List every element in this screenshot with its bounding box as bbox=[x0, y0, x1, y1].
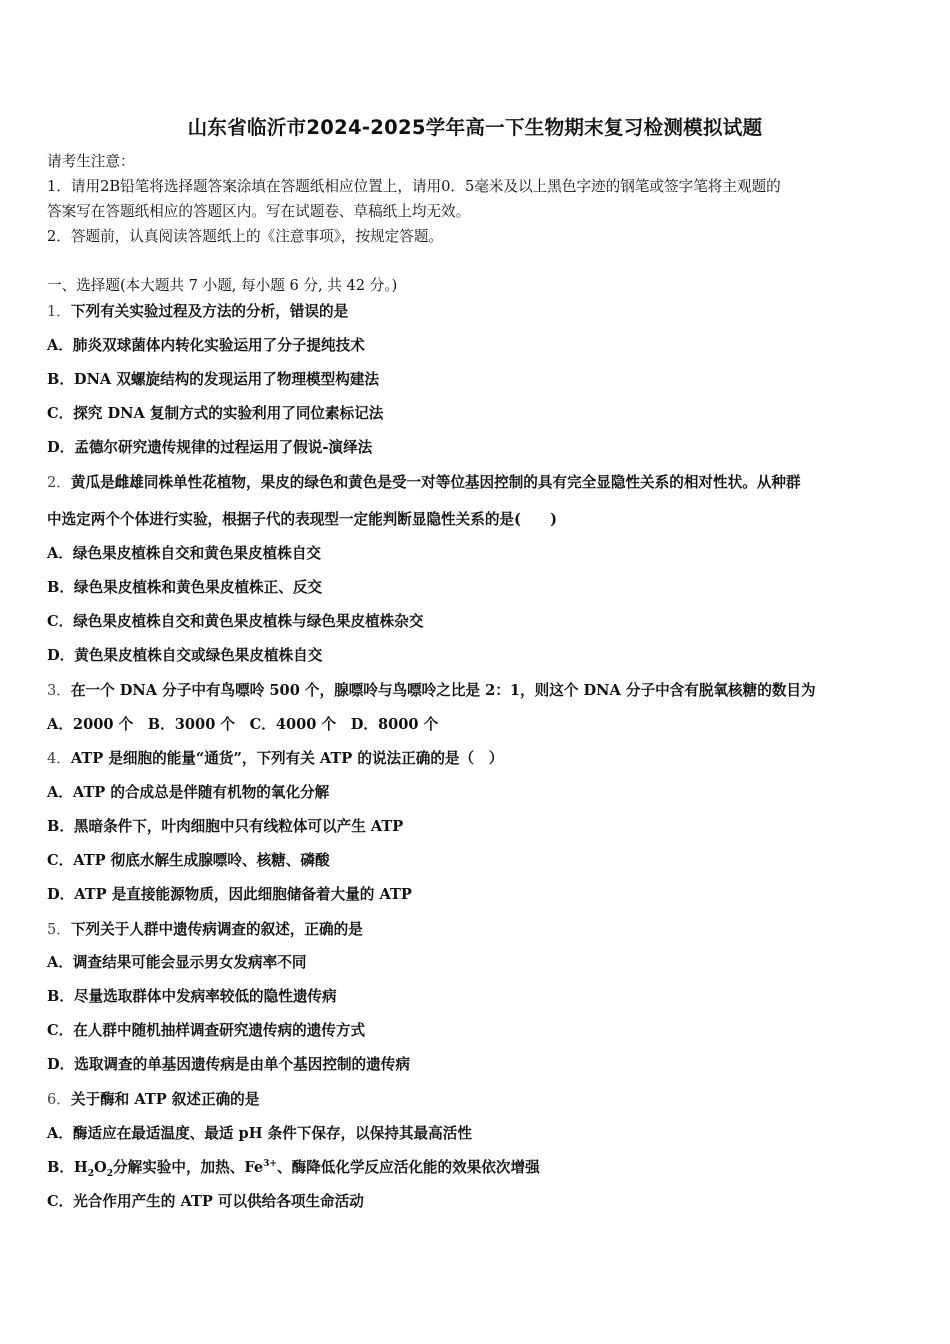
question-6-option-b-suffix: 、酶降低化学反应活化能的效果依次增强 bbox=[276, 1159, 540, 1176]
question-3-stem bbox=[47, 681, 816, 701]
question-4-option-a: A．ATP 的合成总是伴随有机物的氧化分解 bbox=[47, 784, 330, 801]
question-6-option-b-prefix: B．H bbox=[47, 1159, 88, 1176]
question-2-option-b: B．绿色果皮植株和黄色果皮植株正、反交 bbox=[47, 579, 323, 596]
question-4-number: 4． bbox=[47, 750, 71, 767]
question-6-option-b-superscript: 3+ bbox=[263, 1159, 277, 1170]
question-3-number: 3． bbox=[47, 682, 71, 699]
question-5-option-b: B．尽量选取群体中发病率较低的隐性遗传病 bbox=[47, 988, 337, 1005]
question-1-option-d: D．孟德尔研究遗传规律的过程运用了假说-演绎法 bbox=[47, 439, 373, 456]
question-5-stem bbox=[47, 920, 363, 940]
notice-item-1-line-2: 答案写在答题纸相应的答题区内。写在试题卷、草稿纸上均无效。 bbox=[47, 203, 471, 220]
question-1-option-c: C．探究 DNA 复制方式的实验利用了同位素标记法 bbox=[47, 405, 384, 422]
exam-title: 山东省临沂市2024-2025学年高一下生物期末复习检测模拟试题 bbox=[187, 116, 763, 139]
notice-item-2: 2．答题前，认真阅读答题纸上的《注意事项》，按规定答题。 bbox=[47, 228, 444, 245]
question-4-option-d: D．ATP 是直接能源物质，因此细胞储备着大量的 ATP bbox=[47, 886, 412, 903]
question-5-number: 5． bbox=[47, 921, 71, 938]
question-6-option-b-subscript-1: 2 bbox=[87, 1168, 94, 1179]
question-5-text: 下列关于人群中遗传病调查的叙述，正确的是 bbox=[70, 921, 363, 938]
question-6-number: 6． bbox=[47, 1091, 71, 1108]
question-6-option-a: A．酶适应在最适温度、最适 pH 条件下保存，以保持其最高活性 bbox=[47, 1125, 472, 1142]
question-2-option-c: C．绿色果皮植株自交和黄色果皮植株与绿色果皮植株杂交 bbox=[47, 613, 424, 630]
question-2-option-d: D．黄色果皮植株自交或绿色果皮植株自交 bbox=[47, 647, 323, 664]
question-6-text: 关于酶和 ATP 叙述正确的是 bbox=[70, 1091, 260, 1108]
question-5-option-a: A．调查结果可能会显示男女发病率不同 bbox=[47, 954, 307, 971]
question-3-options: A．2000 个 B．3000 个 C．4000 个 D．8000 个 bbox=[47, 716, 439, 733]
question-6-option-b-mid-2: 分解实验中，加热、Fe bbox=[112, 1159, 264, 1176]
question-4-stem bbox=[47, 749, 503, 769]
question-5-option-c: C．在人群中随机抽样调查研究遗传病的遗传方式 bbox=[47, 1022, 366, 1039]
section-heading: 一、选择题(本大题共 7 小题, 每小题 6 分, 共 42 分。) bbox=[47, 277, 398, 294]
question-6-option-b-mid-1: O bbox=[93, 1159, 107, 1176]
question-4-text: ATP 是细胞的能量“通货”，下列有关 ATP 的说法正确的是（ ） bbox=[70, 750, 504, 767]
question-1-option-a: A．肺炎双球菌体内转化实验运用了分子提纯技术 bbox=[47, 337, 365, 354]
question-2-stem bbox=[47, 473, 801, 493]
question-4-option-b: B．黑暗条件下，叶肉细胞中只有线粒体可以产生 ATP bbox=[47, 818, 404, 835]
question-2-option-a: A．绿色果皮植株自交和黄色果皮植株自交 bbox=[47, 545, 322, 562]
notice-heading: 请考生注意： bbox=[47, 153, 135, 170]
question-1-text: 下列有关实验过程及方法的分析，错误的是 bbox=[70, 303, 349, 320]
question-6-option-b bbox=[47, 1158, 540, 1178]
question-1-number: 1． bbox=[47, 303, 71, 320]
question-6-option-b-subscript-2: 2 bbox=[106, 1168, 113, 1179]
question-2-text-line-2: 中选定两个个体进行实验，根据子代的表现型一定能判断显隐性关系的是( ) bbox=[47, 511, 558, 528]
question-5-option-d: D．选取调查的单基因遗传病是由单个基因控制的遗传病 bbox=[47, 1056, 410, 1073]
question-2-number: 2． bbox=[47, 474, 71, 491]
question-4-option-c: C．ATP 彻底水解生成腺嘌呤、核糖、磷酸 bbox=[47, 852, 330, 869]
question-2-text-line-1: 黄瓜是雌雄同株单性花植物，果皮的绿色和黄色是受一对等位基因控制的具有完全显隐性关系的相对性状。从种群 bbox=[70, 474, 801, 491]
question-3-text: 在一个 DNA 分子中有鸟嘌呤 500 个，腺嘌呤与鸟嘌呤之比是 2：1，则这个 DNA 分子中含有脱氧核糖的数目为 bbox=[70, 682, 816, 699]
question-1-stem bbox=[47, 302, 348, 322]
question-6-stem bbox=[47, 1090, 259, 1110]
notice-item-1-line-1: 1．请用2B铅笔将选择题答案涂填在答题纸相应位置上，请用0．5毫米及以上黑色字迹的钢笔或签字笔将主观题的 bbox=[47, 178, 781, 195]
question-6-option-c: C．光合作用产生的 ATP 可以供给各项生命活动 bbox=[47, 1193, 364, 1210]
question-1-option-b: B．DNA 双螺旋结构的发现运用了物理模型构建法 bbox=[47, 371, 380, 388]
